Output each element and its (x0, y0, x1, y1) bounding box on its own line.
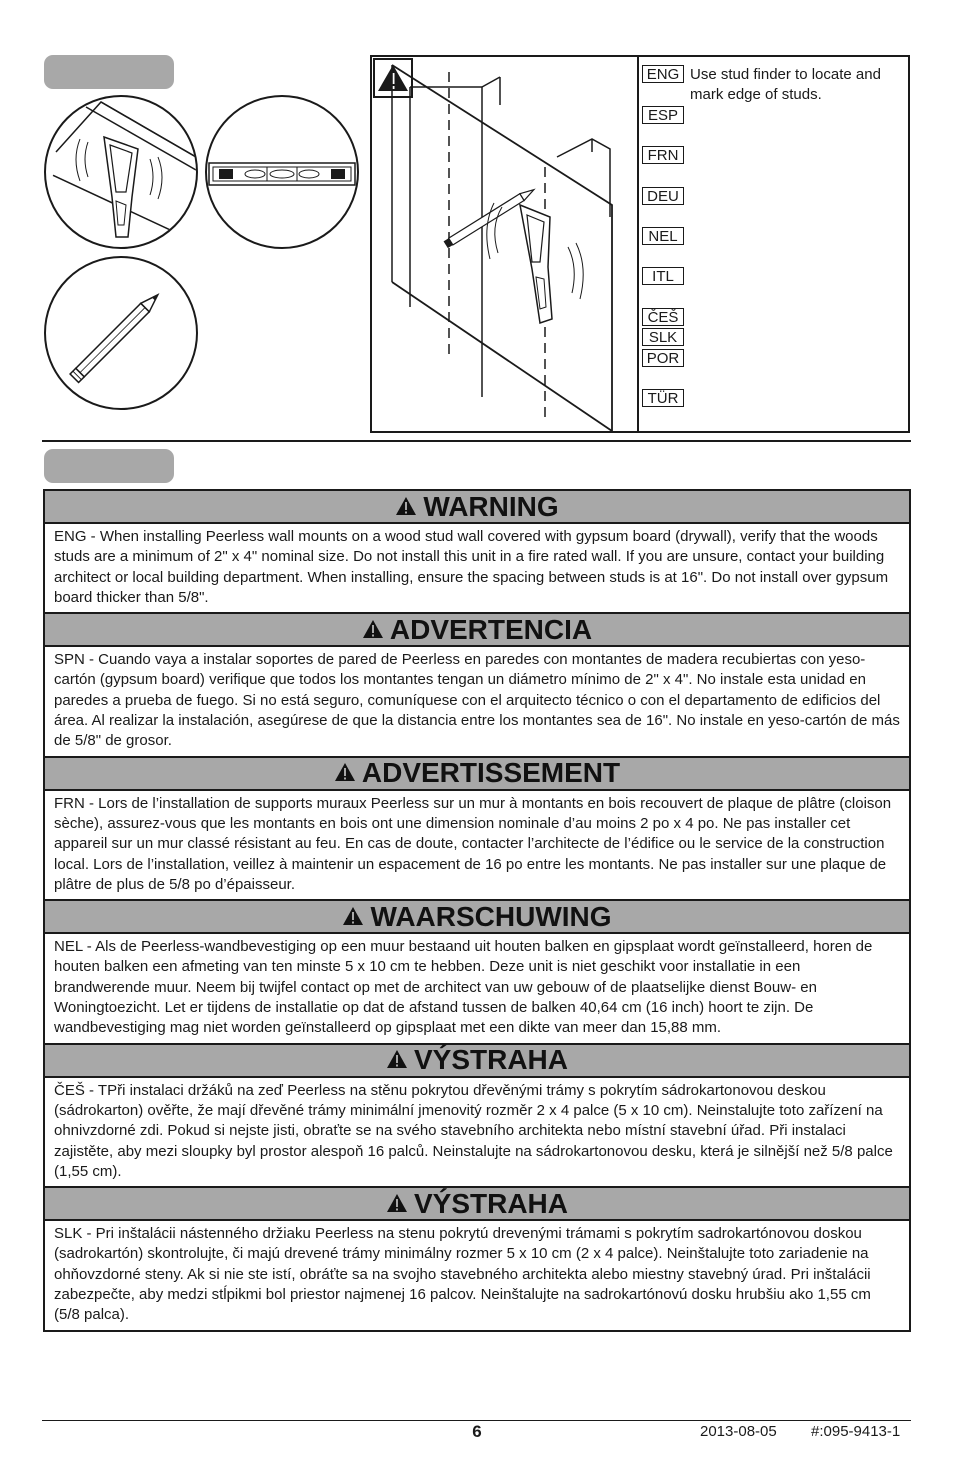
warning-title-frn (45, 756, 909, 791)
language-tag-itl: ITL (642, 267, 684, 285)
warning-title-slk (45, 1186, 909, 1221)
language-tag-ces: ČEŠ (642, 308, 684, 326)
pencil-icon (46, 258, 196, 408)
warning-title-text: WARNING (423, 490, 559, 522)
warning-title-nel (45, 899, 909, 934)
stud-finder-detail-circle (44, 95, 198, 249)
warning-text-eng: ENG - When installing Peerless wall mounts on a wood stud wall covered with gypsum board (drywall), verify that the woods studs are a minimum of 2" x 4" nominal size. Do not install this unit in a fire rated wall. If you are unsure, contact your building architect or local building department. When installing, ensure the spacing between studs is at 16". Do not install over gypsum board thicker than 5/8". (54, 528, 889, 606)
language-tag-eng: ENG (642, 65, 684, 83)
language-tag-deu: DEU (642, 187, 684, 205)
warnings-panel (43, 489, 911, 1332)
footer-divider (42, 1420, 911, 1421)
warning-title-text: VÝSTRAHA (413, 1044, 568, 1076)
warning-title-eng (45, 491, 909, 524)
level-detail-circle (205, 95, 359, 249)
warning-text-frn: FRN - Lors de l’installation de supports muraux Peerless sur un mur à montants en bois recouvert de plaque de plâtre (cloison sèche), assurez-vous que les montants en bois ont une dimension nominale d’au moins 2 po x 4 po. Ne pas installer cet appareil sur un mur classé résistant au feu. En cas de doute, contacter l’architecte de l’édifice ou le service de la construction local. Lors de l’installation, veillez à maintenir un espacement de 16 po entre les montants. Ne pas installer sur une plaque de plâtre de plus de 5/8 po d’épaisseur. (54, 794, 892, 893)
warning-triangle-icon (342, 901, 364, 933)
warning-text-ces: ČEŠ - TPři instalaci držáků na zeď Peerless na stěnu pokrytou dřevěnými trámy s pokrytím sádrokartonovou deskou (sádrokarton) ověřte, že mají dřevěné trámy minimální jmenovitý rozměr 2 x 4 palce (5 x 10 cm). Neinstalujte toto zařízení na ohnivzdorné zdi. Pokud si nejste jisti, obraťte se na svého stavebního architekta nebo místní stavební úřad. Při instalaci zajistěte, aby mezi sloupky byl prostor alespoň 16 palců. Neinstalujte na sádrokartonovou desku, která je silnější než 5/8 palce (1,55 cm). (54, 1081, 893, 1180)
footer-date: 2013-08-05 (700, 1423, 777, 1440)
instruction-panel (370, 55, 910, 433)
step-label-pill-1 (44, 55, 174, 89)
section-divider (42, 440, 911, 442)
language-tag-esp: ESP (642, 106, 684, 124)
warning-text-nel: NEL - Als de Peerless-wandbevestiging op een muur bestaand uit houten balken en gipsplaat wordt geïnstalleerd, horen de houten balken een afmeting van ten minste 5 x 10 cm te hebben. Deze unit is niet geschikt voor installatie in een brandwerende muur. Neem bij twijfel contact op met de architect van uw gebouw of de plaatselijke dienst Bouw- en Woningtoezicht. Let er tijdens de installatie op dat de afstand tussen de balken 40,64 cm (16 inch) hoort te zijn. De wandbevestiging mag niet worden geïnstalleerd op gipsplaat met een dikte van meer dan 15,88 mm. (54, 938, 873, 1037)
wall-illustration-icon (372, 57, 637, 431)
language-tag-slk: SLK (642, 328, 684, 346)
stud-finder-icon (46, 97, 196, 247)
warning-triangle-icon (362, 614, 384, 646)
instruction-text-eng: Use stud finder to locate and mark edge of studs. (690, 66, 881, 103)
language-tag-por: POR (642, 349, 684, 367)
step-label-pill-2 (44, 449, 174, 483)
footer-doc-code: #:095-9413-1 (811, 1423, 901, 1440)
warning-triangle-icon (395, 491, 417, 523)
warning-triangle-icon (334, 757, 356, 789)
warning-text-slk: SLK - Pri inštalácii nástenného držiaku Peerless na stenu pokrytú drevenými trámami s pokrytím sadrokartónovou doskou (sadrokartón) skontrolujte, či majú drevené trámy minimálny rozmer 5 x 10 cm (2 x 4 palce). Neinštalujte toto zariadenie na ohňovzdorné steny. Ak si nie ste istí, obráťte sa na svojho stavebného architekta alebo miestny stavebný úrad. Pri inštalácii zabezpečte, aby medzi stĺpikmi bol priestor najmenej 16 palcov. Neinštalujte na sadrokartónovú dosku hrubšiu ako 1,55 cm (5/8 palca). (54, 1225, 871, 1324)
warning-title-spn (45, 612, 909, 647)
warning-text-spn: SPN - Cuando vaya a instalar soportes de pared de Peerless en paredes con montantes de madera recubiertas con yeso-cartón (gypsum board) verifique que todos los montantes tengan un diámetro mínimo de 2" x 4". No instale esta unidad en paredes a prueba de fuego. Si no está seguro, comuníquese con el arquitecto técnico o con el departamento de edificios del área. Al realizar la instalación, asegúrese de que la distancia entre los montantes sea de 16". No instale en yeso-cartón de más de 5/8" de grosor. (54, 651, 900, 750)
language-tag-tur: TÜR (642, 389, 684, 407)
warning-title-text: WAARSCHUWING (370, 900, 612, 932)
warning-triangle-icon (386, 1044, 408, 1076)
warning-title-ces (45, 1043, 909, 1078)
warning-title-text: ADVERTENCIA (389, 613, 593, 645)
language-tag-frn: FRN (642, 146, 684, 164)
warning-title-text: VÝSTRAHA (413, 1187, 568, 1219)
wall-stud-illustration (372, 57, 639, 431)
level-icon (207, 97, 357, 247)
page-number: 6 (472, 1422, 482, 1441)
language-tag-nel: NEL (642, 227, 684, 245)
warning-triangle-icon (386, 1188, 408, 1220)
pencil-detail-circle (44, 256, 198, 410)
warning-title-text: ADVERTISSEMENT (361, 757, 621, 789)
